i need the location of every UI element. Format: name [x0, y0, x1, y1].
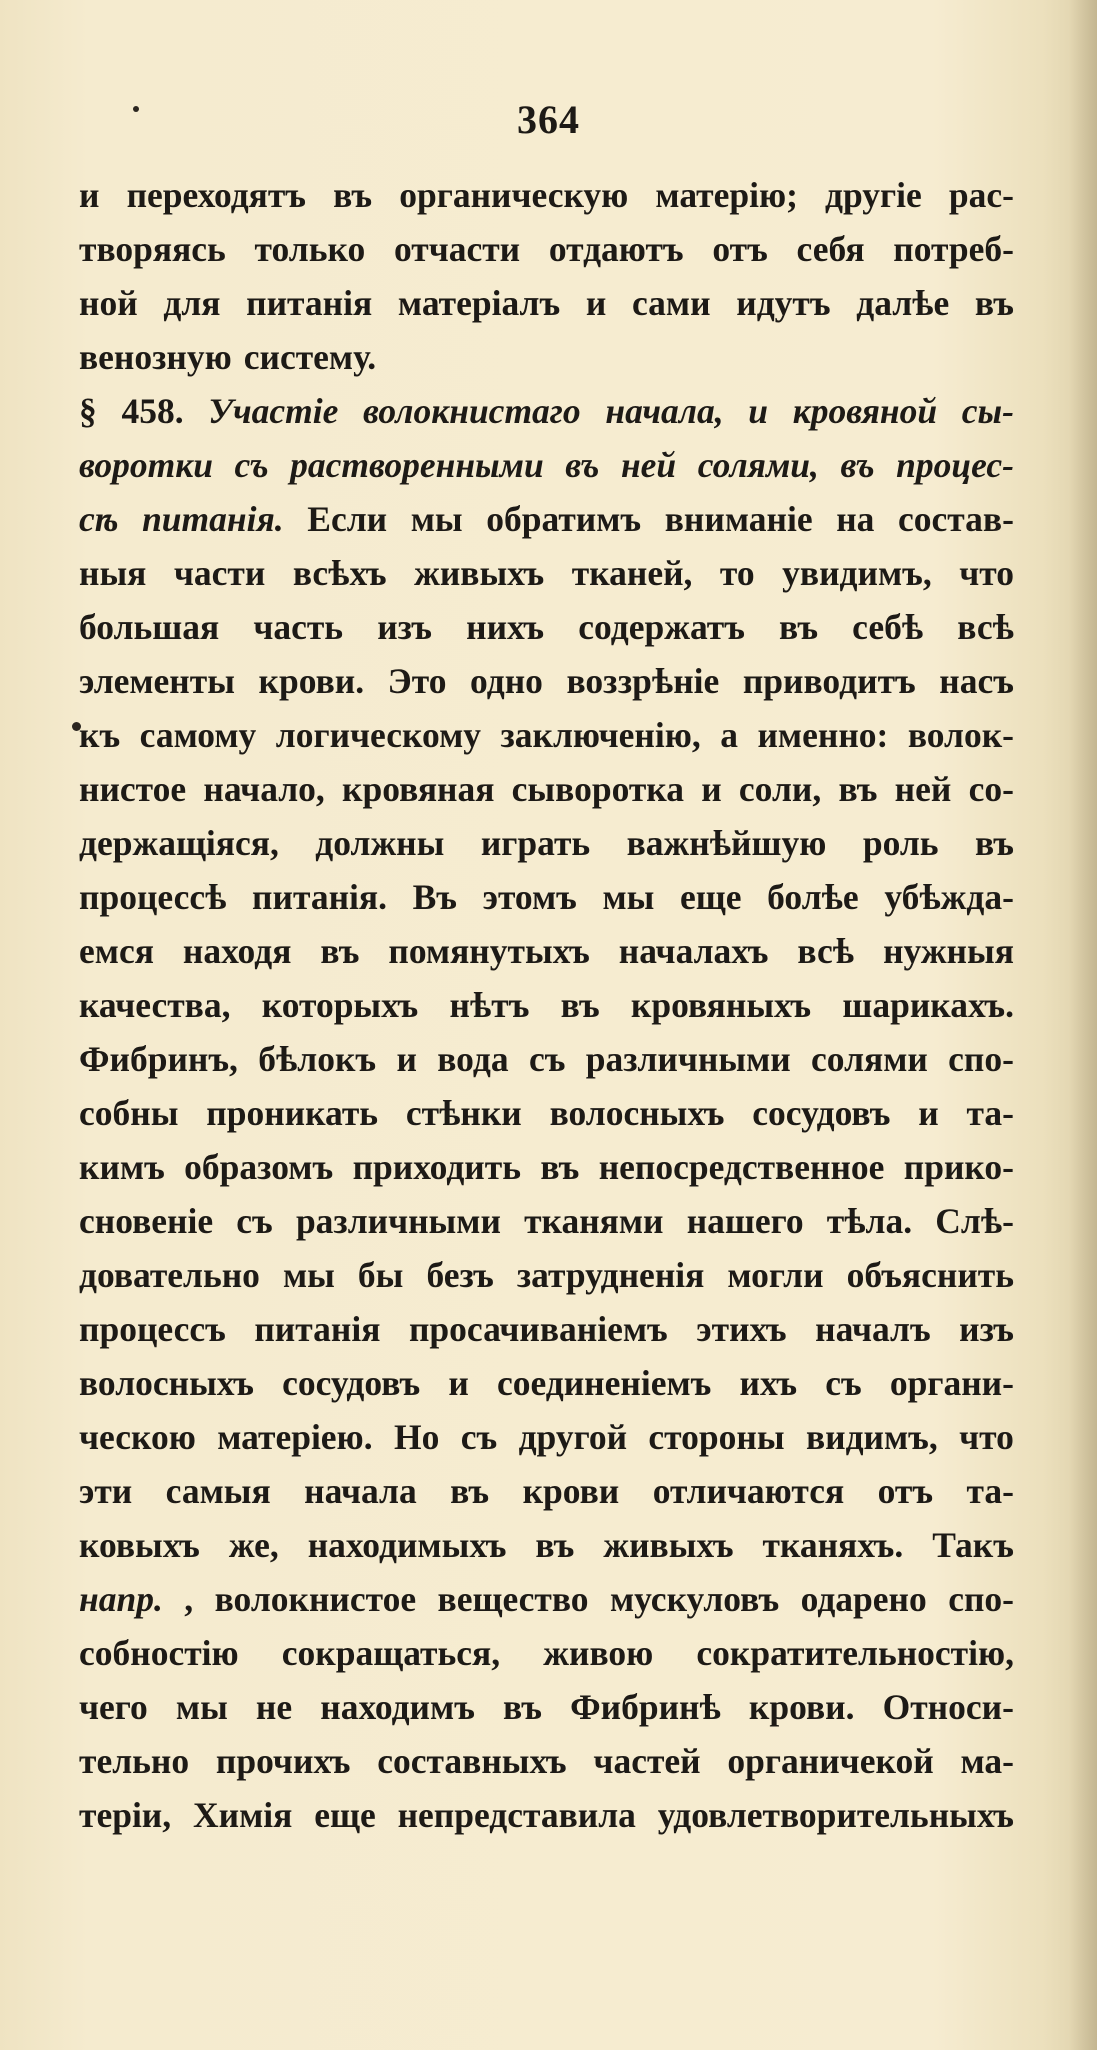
body-text	[79, 168, 1014, 1842]
word: въ	[560, 985, 600, 1025]
word: еще	[314, 1795, 376, 1835]
word: Если	[307, 499, 388, 539]
italic-word: въ	[565, 445, 600, 485]
word: начало,	[203, 769, 325, 809]
word: сыворотка	[511, 769, 684, 809]
word: 458.	[121, 391, 184, 431]
word: къ	[79, 715, 121, 755]
word: и	[79, 175, 100, 215]
word: что	[959, 553, 1014, 593]
word: съ	[528, 1039, 566, 1079]
word: заключенію,	[500, 715, 701, 755]
italic-word: ней	[620, 445, 677, 485]
word: мы	[602, 877, 655, 917]
word: убѣжда-	[884, 877, 1014, 917]
word: сновеніе	[79, 1201, 214, 1241]
word: нистое	[79, 769, 187, 809]
word: потреб-	[893, 229, 1014, 269]
word: въ	[320, 931, 360, 971]
word: чего	[79, 1687, 148, 1727]
word: различными	[585, 1039, 791, 1079]
word: Фибринъ,	[79, 1039, 238, 1079]
italic-word: и	[748, 391, 769, 431]
word: органическую	[399, 175, 629, 215]
word: кимъ	[79, 1147, 165, 1187]
word: мы	[175, 1687, 228, 1727]
italic-word: начала,	[605, 391, 724, 431]
word: тканей,	[571, 553, 693, 593]
italic-word: процес-	[896, 445, 1014, 485]
word: ной	[79, 283, 138, 323]
italic-word: растворенными	[290, 445, 544, 485]
word: матерію;	[655, 175, 798, 215]
word: ныя	[79, 553, 147, 593]
word: объяснить	[846, 1255, 1014, 1295]
word: различными	[295, 1201, 501, 1241]
word: непосредственное	[598, 1147, 885, 1187]
word: помянутыхъ	[388, 931, 590, 971]
word: нужныя	[883, 931, 1014, 971]
word: всѣ	[797, 931, 855, 971]
word: приводитъ	[742, 661, 916, 701]
word: состав-	[898, 499, 1014, 539]
word: изъ	[377, 607, 432, 647]
text-line	[79, 276, 1014, 330]
word: вещество	[437, 1579, 589, 1619]
word: отдаютъ	[548, 229, 684, 269]
text-line	[79, 924, 1014, 978]
word: ихъ	[739, 1363, 798, 1403]
word: приходить	[352, 1147, 521, 1187]
italic-word: напр.	[79, 1579, 163, 1619]
word: и	[701, 769, 722, 809]
word: вниманіе	[664, 499, 813, 539]
word: органи-	[889, 1363, 1014, 1403]
word: кровяныхъ	[630, 985, 812, 1025]
word: въ	[975, 823, 1014, 863]
word: ческою	[79, 1417, 196, 1457]
word: себѣ	[852, 607, 924, 647]
word: прочихъ	[215, 1741, 351, 1781]
word: со-	[968, 769, 1014, 809]
word: началъ	[815, 1309, 931, 1349]
word: всѣ	[957, 607, 1014, 647]
word: съ	[460, 1417, 498, 1457]
word: часть	[253, 607, 344, 647]
word: началахъ	[618, 931, 769, 971]
italic-word: съ	[234, 445, 269, 485]
word: въ	[535, 1525, 575, 1565]
word: проникать	[206, 1093, 379, 1133]
word: тѣла.	[826, 1201, 913, 1241]
word: мы	[410, 499, 463, 539]
word: могли	[727, 1255, 824, 1295]
text-line	[79, 816, 1014, 870]
italic-word: кровяной	[792, 391, 938, 431]
word: Но	[393, 1417, 440, 1457]
word: держащіяся,	[79, 823, 279, 863]
text-line	[79, 492, 1014, 546]
word: систему.	[243, 337, 377, 377]
word: солями	[811, 1039, 928, 1079]
word: волокнистое	[214, 1579, 417, 1619]
text-line	[79, 1572, 1014, 1626]
word: соли,	[738, 769, 822, 809]
word: качества,	[79, 985, 231, 1025]
text-line	[79, 1626, 1014, 1680]
word: тканями	[524, 1201, 664, 1241]
word: роль	[862, 823, 939, 863]
word: безъ	[426, 1255, 494, 1295]
word: одарено	[800, 1579, 927, 1619]
text-line	[79, 1140, 1014, 1194]
word: сократительностію,	[696, 1633, 1014, 1673]
word: прико-	[903, 1147, 1014, 1187]
word: затрудненія	[516, 1255, 705, 1295]
word: этомъ	[482, 877, 577, 917]
word: тельно	[79, 1741, 190, 1781]
text-line	[79, 1032, 1014, 1086]
word: вода	[437, 1039, 509, 1079]
word: та-	[966, 1093, 1014, 1133]
word: отъ	[712, 229, 768, 269]
word: Такъ	[932, 1525, 1014, 1565]
word: играть	[480, 823, 591, 863]
text-line	[79, 1788, 1014, 1842]
word: и	[585, 283, 607, 323]
word: элементы	[79, 661, 235, 701]
word: въ	[974, 283, 1014, 323]
word: бы	[357, 1255, 404, 1295]
text-line	[79, 654, 1014, 708]
italic-word: солями,	[697, 445, 819, 485]
word: отъ	[877, 1471, 934, 1511]
italic-word: сѣ	[79, 499, 119, 539]
word: находимыхъ	[307, 1525, 507, 1565]
text-line	[79, 1734, 1014, 1788]
word: части	[173, 553, 266, 593]
word: находя	[182, 931, 292, 971]
italic-word: въ	[840, 445, 875, 485]
word: питанія	[254, 1309, 381, 1349]
word: сокращаться,	[281, 1633, 501, 1673]
word: сосудовъ	[752, 1093, 891, 1133]
text-line	[79, 1086, 1014, 1140]
word: нашего	[686, 1201, 804, 1241]
text-line	[79, 1464, 1014, 1518]
word: находимъ	[320, 1687, 475, 1727]
word: и	[448, 1363, 469, 1403]
word: самому	[139, 715, 257, 755]
word: нихъ	[466, 607, 545, 647]
word: мы	[282, 1255, 335, 1295]
word: крови.	[748, 1687, 855, 1727]
word: живыхъ	[603, 1525, 734, 1565]
word: просачиваніемъ	[408, 1309, 668, 1349]
word: видимъ,	[805, 1417, 938, 1457]
text-line	[79, 1302, 1014, 1356]
word: еще	[680, 877, 742, 917]
text-line	[79, 1680, 1014, 1734]
word: живыхъ	[414, 553, 545, 593]
italic-word: волокнистаго	[363, 391, 581, 431]
word: питанія.	[252, 877, 387, 917]
word: Относи-	[882, 1687, 1014, 1727]
text-line	[79, 978, 1014, 1032]
word: именно:	[757, 715, 889, 755]
word: теріи,	[79, 1795, 172, 1835]
word: Слѣ-	[935, 1201, 1014, 1241]
word: болѣе	[767, 877, 859, 917]
word: въ	[838, 769, 878, 809]
word: въ	[450, 1471, 490, 1511]
italic-word: Участіе	[208, 391, 339, 431]
text-line	[79, 1194, 1014, 1248]
word: кровяная	[342, 769, 495, 809]
word: идутъ	[736, 283, 831, 323]
word: воззрѣніе	[566, 661, 720, 701]
word: шарикахъ.	[842, 985, 1014, 1025]
word: содержатъ	[578, 607, 745, 647]
page-edge-shadow	[1069, 0, 1097, 2050]
word: непредставила	[397, 1795, 636, 1835]
word: увидимъ,	[782, 553, 932, 593]
word: стѣнки	[405, 1093, 522, 1133]
word: логическому	[275, 715, 481, 755]
text-line	[79, 546, 1014, 600]
word: другіе	[825, 175, 922, 215]
word: процессъ	[79, 1309, 226, 1349]
word: емся	[79, 931, 154, 971]
word: что	[959, 1417, 1014, 1457]
word: для	[163, 283, 221, 323]
word: себя	[796, 229, 865, 269]
word: въ	[779, 607, 819, 647]
word: собны	[79, 1093, 179, 1133]
word: мускуловъ	[609, 1579, 780, 1619]
text-line	[79, 330, 1014, 384]
word: отчасти	[393, 229, 521, 269]
word: этихъ	[696, 1309, 787, 1349]
text-line	[79, 1518, 1014, 1572]
word: бѣлокъ	[258, 1039, 377, 1079]
word: спо-	[948, 1039, 1014, 1079]
word: большая	[79, 607, 220, 647]
text-line	[79, 1410, 1014, 1464]
text-line	[79, 870, 1014, 924]
word: и	[918, 1093, 939, 1133]
text-line	[79, 708, 1014, 762]
word: эти	[79, 1471, 133, 1511]
word: самыя	[165, 1471, 271, 1511]
word: собностію	[79, 1633, 239, 1673]
italic-word: сы-	[961, 391, 1014, 431]
word: Химія	[193, 1795, 293, 1835]
word: съ	[825, 1363, 862, 1403]
word: удовлетворительныхъ	[657, 1795, 1014, 1835]
word: сосудовъ	[282, 1363, 421, 1403]
word: обратимъ	[486, 499, 642, 539]
word: тканяхъ.	[762, 1525, 904, 1565]
word: отличаются	[652, 1471, 845, 1511]
word: которыхъ	[261, 985, 419, 1025]
page-number: 364	[517, 97, 580, 142]
text-line	[79, 762, 1014, 816]
text-line	[79, 1248, 1014, 1302]
word: стороны	[648, 1417, 785, 1457]
word: и	[396, 1039, 417, 1079]
word: та-	[966, 1471, 1014, 1511]
word: творяясь	[79, 229, 226, 269]
word: ковыхъ	[79, 1525, 200, 1565]
word: всѣхъ	[292, 553, 387, 593]
word: важнѣйшую	[626, 823, 827, 863]
text-line	[79, 222, 1014, 276]
word: образомъ	[184, 1147, 334, 1187]
word: въ	[333, 175, 373, 215]
word: сами	[631, 283, 711, 323]
word: одно	[470, 661, 543, 701]
word: то	[719, 553, 755, 593]
word: составныхъ	[377, 1741, 567, 1781]
word: ней	[894, 769, 952, 809]
word: въ	[503, 1687, 542, 1727]
word: венозную	[79, 337, 232, 377]
word: въ	[540, 1147, 580, 1187]
word: волосныхъ	[549, 1093, 725, 1133]
word: Въ	[412, 877, 457, 917]
word: Фибринѣ	[570, 1687, 721, 1727]
word: только	[254, 229, 366, 269]
word: процессѣ	[79, 877, 227, 917]
word: волосныхъ	[79, 1363, 254, 1403]
word: переходятъ	[126, 175, 307, 215]
word: матеріею.	[217, 1417, 373, 1457]
text-line	[79, 168, 1014, 222]
text-line	[79, 600, 1014, 654]
word: рас-	[948, 175, 1014, 215]
word: матеріалъ	[397, 283, 561, 323]
word: насъ	[939, 661, 1014, 701]
word: съ	[236, 1201, 273, 1241]
word: далѣе	[856, 283, 950, 323]
word: органичекой	[727, 1741, 934, 1781]
word: Это	[387, 661, 447, 701]
word: крови	[522, 1471, 620, 1511]
word: живою	[543, 1633, 654, 1673]
word: довательно	[79, 1255, 260, 1295]
text-line	[79, 1356, 1014, 1410]
text-line	[79, 438, 1014, 492]
word: а	[720, 715, 738, 755]
word: нѣтъ	[449, 985, 530, 1025]
word: же,	[228, 1525, 279, 1565]
word: §	[79, 391, 97, 431]
text-line	[79, 384, 1014, 438]
word: ма-	[960, 1741, 1014, 1781]
word: волок-	[907, 715, 1014, 755]
word: должны	[315, 823, 445, 863]
word: начала	[304, 1471, 417, 1511]
word: другой	[518, 1417, 628, 1457]
word: изъ	[959, 1309, 1014, 1349]
word: на	[836, 499, 875, 539]
word: ,	[184, 1579, 194, 1619]
italic-word: питанія.	[142, 499, 284, 539]
word: соединеніемъ	[496, 1363, 712, 1403]
word: частей	[593, 1741, 701, 1781]
italic-word: воротки	[79, 445, 213, 485]
word: крови.	[258, 661, 365, 701]
word: не	[255, 1687, 293, 1727]
word: спо-	[948, 1579, 1014, 1619]
word: питанія	[246, 283, 373, 323]
